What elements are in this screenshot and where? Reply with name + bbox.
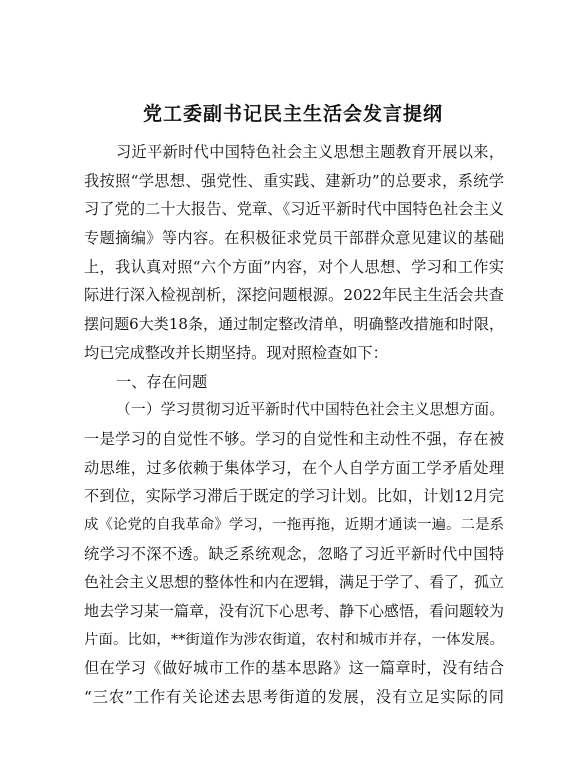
body-text-line: 一是学习的自觉性不够。学习的自觉性和主动性不强，存在被 bbox=[84, 429, 504, 448]
body-text-line: 我按照“学思想、强党性、重实践、建新功”的总要求，系统学 bbox=[84, 171, 504, 190]
body-text-line: 成《论党的自我革命》学习，一拖再拖，近期才通读一遍。二是系 bbox=[84, 516, 504, 533]
body-text-line: 一、存在问题 bbox=[116, 372, 208, 391]
body-text-line: 际进行深入检视剖析，深挖问题根源。2022年民主生活会共查 bbox=[84, 286, 504, 305]
body-text-line: 片面。比如，**街道作为涉农街道，农村和城市并存，一体发展。 bbox=[84, 631, 504, 648]
body-text-line: 不到位，实际学习滞后于既定的学习计划。比如，计划12月完 bbox=[84, 487, 504, 506]
body-text-line: 习近平新时代中国特色社会主义思想主题教育开展以来， bbox=[116, 143, 504, 161]
body-text-line: 习了党的二十大报告、党章、《习近平新时代中国特色社会主义 bbox=[84, 200, 504, 219]
body-text-line: 均已完成整改并长期坚持。现对照检查如下： bbox=[84, 343, 388, 362]
body-text-line: （一）学习贯彻习近平新时代中国特色社会主义思想方面。 bbox=[116, 401, 504, 419]
body-text-line: “三农”工作有关论述去思考街道的发展，没有立足实际的同 bbox=[84, 688, 504, 707]
body-text-line: 统学习不深不透。缺乏系统观念，忽略了习近平新时代中国特 bbox=[84, 544, 504, 563]
document-title: 党工委副书记民主生活会发言提纲 bbox=[142, 103, 443, 125]
body-text-line: 地去学习某一篇章，没有沉下心思考、静下心感悟，看问题较为 bbox=[84, 602, 504, 620]
body-text-line: 上，我认真对照“六个方面”内容，对个人思想、学习和工作实 bbox=[84, 257, 504, 276]
body-text-line: 色社会主义思想的整体性和内在逻辑，满足于学了、看了，孤立 bbox=[84, 573, 504, 592]
body-text-line: 摆问题6大类18条，通过制定整改清单，明确整改措施和时限， bbox=[84, 315, 504, 334]
document-body bbox=[84, 138, 504, 712]
body-text-line: 专题摘编》等内容。在积极征求党员干部群众意见建议的基础 bbox=[84, 229, 504, 248]
body-text-line: 但在学习《做好城市工作的基本思路》这一篇章时，没有结合 bbox=[84, 659, 504, 678]
body-text-line: 动思维，过多依赖于集体学习，在个人自学方面工学矛盾处理 bbox=[84, 458, 504, 477]
